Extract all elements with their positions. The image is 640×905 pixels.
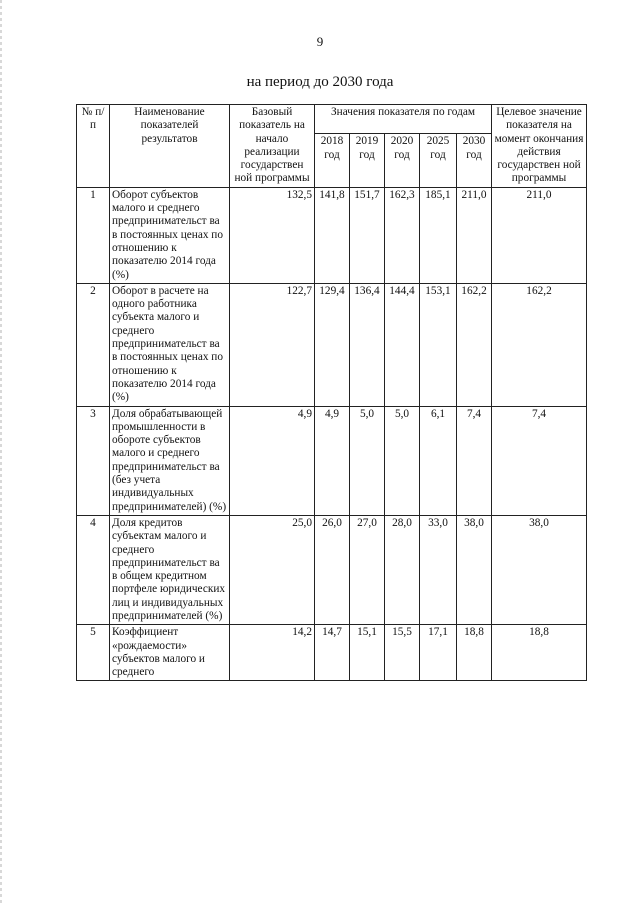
indicator-name: Оборот в расчете на одного работника субъекта малого и среднего предпринимательст ва в постоянных ценах по отношению к показателю 2014 года (%) <box>110 283 230 406</box>
year-value: 211,0 <box>457 187 492 283</box>
year-value: 28,0 <box>385 515 420 624</box>
header-target: Целевое значение показателя на момент окончания действия государствен ной программы <box>492 105 587 188</box>
year-value: 136,4 <box>350 283 385 406</box>
table-row <box>77 187 587 283</box>
year-value: 153,1 <box>420 283 457 406</box>
results-table <box>76 104 587 681</box>
header-year-value: 2018 <box>320 135 344 148</box>
year-value: 185,1 <box>420 187 457 283</box>
year-value: 7,4 <box>457 406 492 515</box>
header-year <box>315 134 350 187</box>
header-year <box>350 134 385 187</box>
header-values-group: Значения показателя по годам <box>315 105 492 134</box>
base-value: 14,2 <box>230 625 315 681</box>
year-value: 4,9 <box>315 406 350 515</box>
year-value: 18,8 <box>457 625 492 681</box>
header-num: № п/п <box>77 105 110 188</box>
target-value: 162,2 <box>492 283 587 406</box>
header-year <box>457 134 492 187</box>
header-year-unit: год <box>359 148 375 161</box>
year-value: 33,0 <box>420 515 457 624</box>
header-year-unit: год <box>324 148 340 161</box>
header-year <box>420 134 457 187</box>
header-year-value: 2019 <box>355 135 379 148</box>
year-value: 38,0 <box>457 515 492 624</box>
year-value: 5,0 <box>385 406 420 515</box>
header-year-unit: год <box>394 148 410 161</box>
indicator-name: Коэффициент «рождаемости» субъектов малого и среднего <box>110 625 230 681</box>
year-value: 26,0 <box>315 515 350 624</box>
base-value: 122,7 <box>230 283 315 406</box>
year-value: 151,7 <box>350 187 385 283</box>
header-year-value: 2020 <box>390 135 414 148</box>
header-row-top <box>77 105 587 134</box>
year-value: 162,2 <box>457 283 492 406</box>
table-row <box>77 406 587 515</box>
year-value: 15,1 <box>350 625 385 681</box>
header-name: Наименование показателей результатов <box>110 105 230 188</box>
year-value: 17,1 <box>420 625 457 681</box>
year-value: 141,8 <box>315 187 350 283</box>
indicator-name: Доля кредитов субъектам малого и среднего предпринимательст ва в общем кредитном портфеле юридических лиц и индивидуальных предпринимателей (%) <box>110 515 230 624</box>
row-number: 4 <box>77 515 110 624</box>
header-base: Базовый показатель на начало реализации государствен ной программы <box>230 105 315 188</box>
year-value: 162,3 <box>385 187 420 283</box>
target-value: 211,0 <box>492 187 587 283</box>
table-row <box>77 515 587 624</box>
year-value: 27,0 <box>350 515 385 624</box>
base-value: 132,5 <box>230 187 315 283</box>
header-year-value: 2025 <box>426 135 450 148</box>
row-number: 1 <box>77 187 110 283</box>
header-year-unit: год <box>430 148 446 161</box>
header-year <box>385 134 420 187</box>
target-value: 38,0 <box>492 515 587 624</box>
table-row <box>77 283 587 406</box>
indicator-name: Доля обрабатывающей промышленности в обороте субъектов малого и среднего предпринимательст ва (без учета индивидуальных предпринимателей) (%) <box>110 406 230 515</box>
header-year-value: 2030 <box>462 135 486 148</box>
period-title: на период до 2030 года <box>246 74 394 90</box>
year-value: 144,4 <box>385 283 420 406</box>
row-number: 5 <box>77 625 110 681</box>
year-value: 6,1 <box>420 406 457 515</box>
year-value: 14,7 <box>315 625 350 681</box>
header-year-unit: год <box>466 148 482 161</box>
row-number: 3 <box>77 406 110 515</box>
indicator-name: Оборот субъектов малого и среднего предпринимательст ва в постоянных ценах по отношению к показателю 2014 года (%) <box>110 187 230 283</box>
row-number: 2 <box>77 283 110 406</box>
base-value: 25,0 <box>230 515 315 624</box>
scan-edge <box>0 0 2 905</box>
page-number: 9 <box>316 34 324 49</box>
year-value: 15,5 <box>385 625 420 681</box>
target-value: 7,4 <box>492 406 587 515</box>
table-row <box>77 625 587 681</box>
base-value: 4,9 <box>230 406 315 515</box>
target-value: 18,8 <box>492 625 587 681</box>
year-value: 129,4 <box>315 283 350 406</box>
year-value: 5,0 <box>350 406 385 515</box>
